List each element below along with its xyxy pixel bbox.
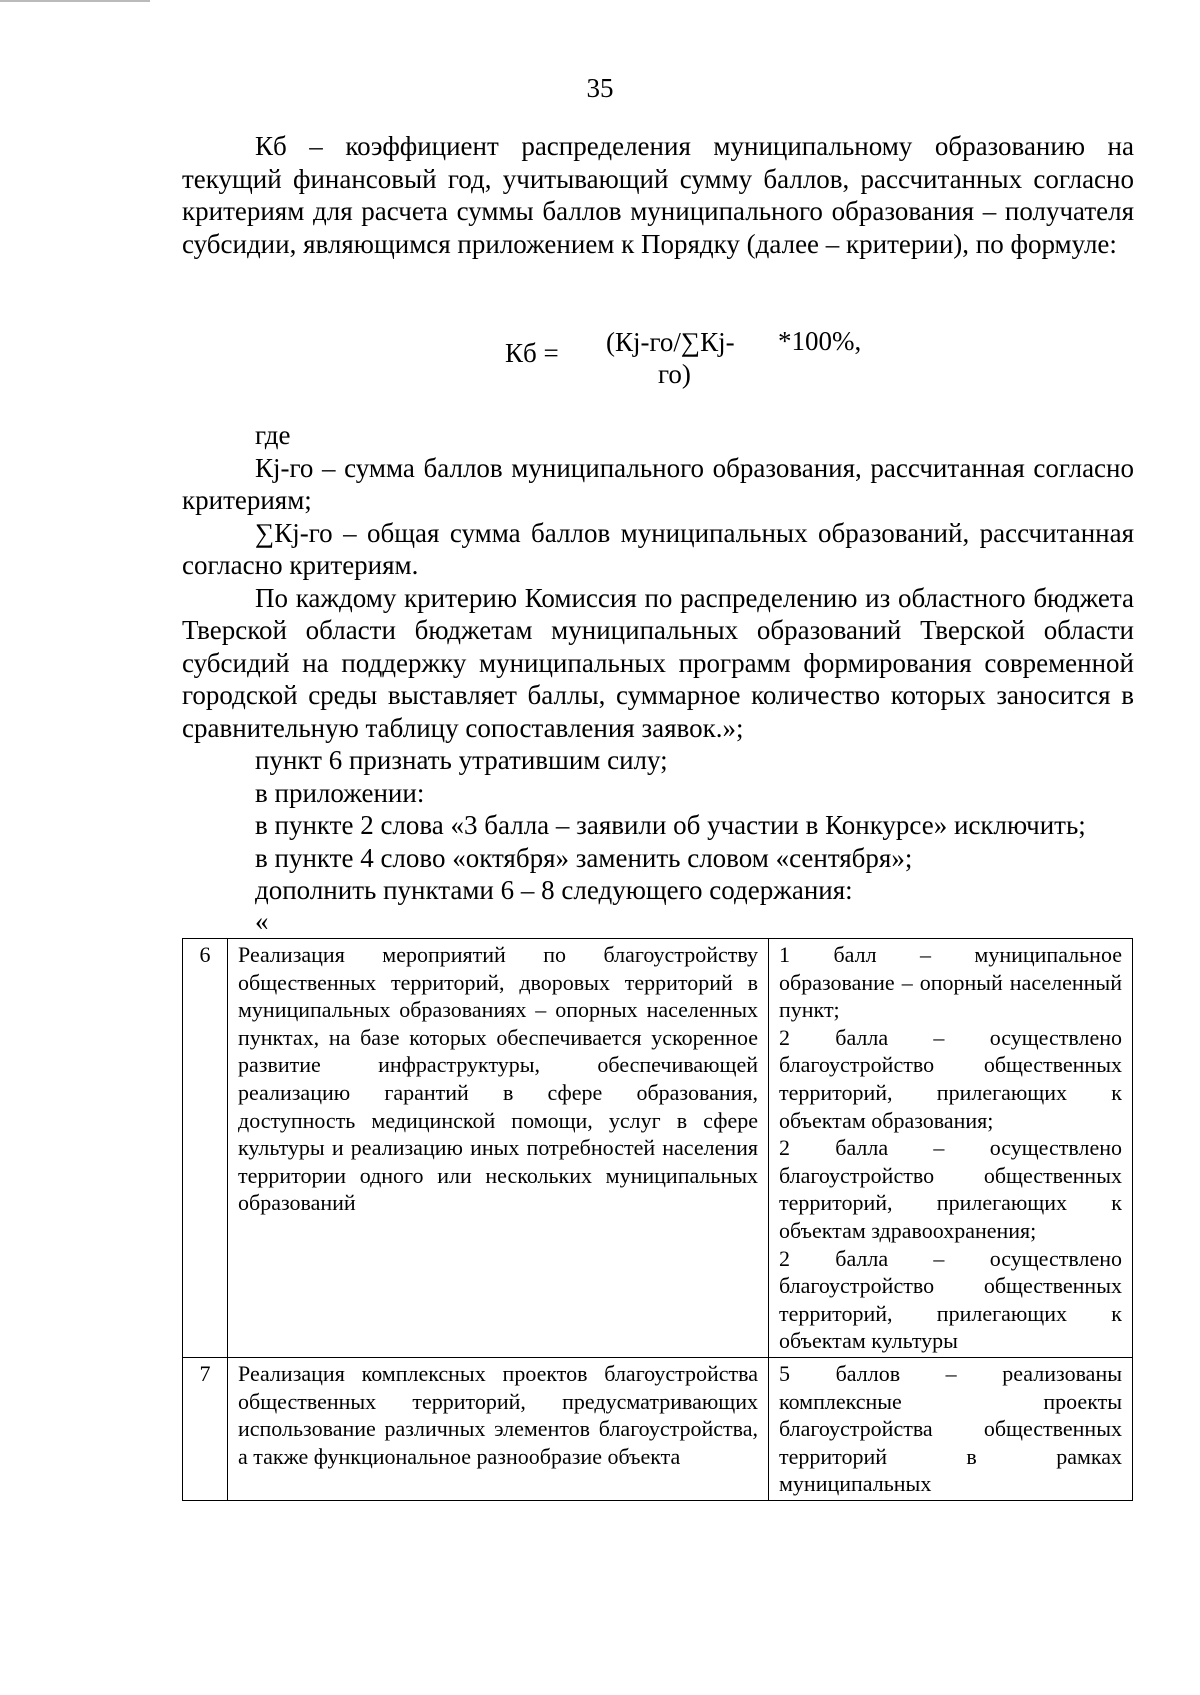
formula-lhs: Кб = <box>505 338 559 368</box>
formula <box>0 326 1200 396</box>
row-scores <box>769 1357 1133 1500</box>
score-item: 2 балла – осуществлено благоустройство общественных территорий, прилегающих к объектам образования; <box>779 1024 1122 1133</box>
description-text: Реализация комплексных проектов благоустройства общественных территорий, предусматривающих использование различных элементов благоустройства, а также функциональное разнообразие объекта <box>238 1360 758 1469</box>
page-number: 35 <box>586 73 614 103</box>
score-item: 5 баллов – реализованы комплексные проекты благоустройства общественных территорий в рамках муниципальных <box>779 1360 1122 1497</box>
row-description <box>228 939 769 1358</box>
scan-edge-mark <box>0 0 150 2</box>
intro-section <box>182 130 1134 260</box>
amendment-item: дополнить пунктами 6 – 8 следующего содержания: <box>255 875 853 905</box>
intro-paragraph: Кб – коэффициент распределения муниципальному образованию на текущий финансовый год, учитывающий сумму баллов, рассчитанных согласно критериям для расчета суммы баллов муниципального образования – получателя субсидии, являющимся приложением к Порядку (далее – критерии), по формуле: <box>182 131 1134 259</box>
row-number: 6 <box>183 939 228 1358</box>
row-number: 7 <box>183 1357 228 1500</box>
formula-fraction <box>606 326 746 390</box>
row-scores <box>769 939 1133 1358</box>
criteria-table <box>182 938 1133 1501</box>
amendment-item: пункт 6 признать утратившим силу; <box>255 745 668 775</box>
definitions-section <box>182 419 1134 935</box>
commission-paragraph: По каждому критерию Комиссия по распределению из областного бюджета Тверской области бюджетам муниципальных образований Тверской области субсидий на поддержку муниципальных программ формирования современной городской среды выставляет баллы, суммарное количество которых заносится в сравнительную таблицу сопоставления заявок.»; <box>182 582 1134 743</box>
score-item: 2 балла – осуществлено благоустройство общественных территорий, прилегающих к объектам здравоохранения; <box>779 1135 1122 1243</box>
formula-numerator-line1: (Кj-го/∑Кj- <box>606 327 735 357</box>
table-row <box>183 1357 1133 1500</box>
where-label: где <box>255 420 291 450</box>
definition-kj: Кj-го – сумма баллов муниципального образования, рассчитанная согласно критериям; <box>182 452 1134 515</box>
table-row <box>183 939 1133 1358</box>
score-item: 1 балл – муниципальное образование – опорный населенный пункт; <box>779 942 1122 1023</box>
amendment-item: в пункте 2 слова «3 балла – заявили об участии в Конкурсе» исключить; <box>255 810 1086 840</box>
row-description <box>228 1357 769 1500</box>
score-item: 2 балла – осуществлено благоустройство общественных территорий, прилегающих к объектам культуры <box>779 1245 1122 1354</box>
amendment-item: в приложении: <box>255 777 425 808</box>
formula-rhs: *100%, <box>778 326 862 356</box>
definition-sum-kj: ∑Кj-го – общая сумма баллов муниципальных образований, рассчитанная согласно критериям. <box>182 517 1134 580</box>
amendment-item: в пункте 4 слово «октября» заменить словом «сентября»; <box>255 842 913 873</box>
description-text: Реализация мероприятий по благоустройству общественных территорий, дворовых территорий в муниципальных образованиях – опорных населенных пунктах, на базе которых обеспечивается ускоренное развитие инфраструктуры, обеспечивающей реализацию гарантий в сфере образования, доступность медицинской помощи, услуг в сфере культуры и реализацию иных потребностей населения территории одного или нескольких муниципальных образований <box>238 942 758 1216</box>
opening-quote: « <box>255 905 269 936</box>
formula-numerator-line2: го) <box>658 359 691 389</box>
